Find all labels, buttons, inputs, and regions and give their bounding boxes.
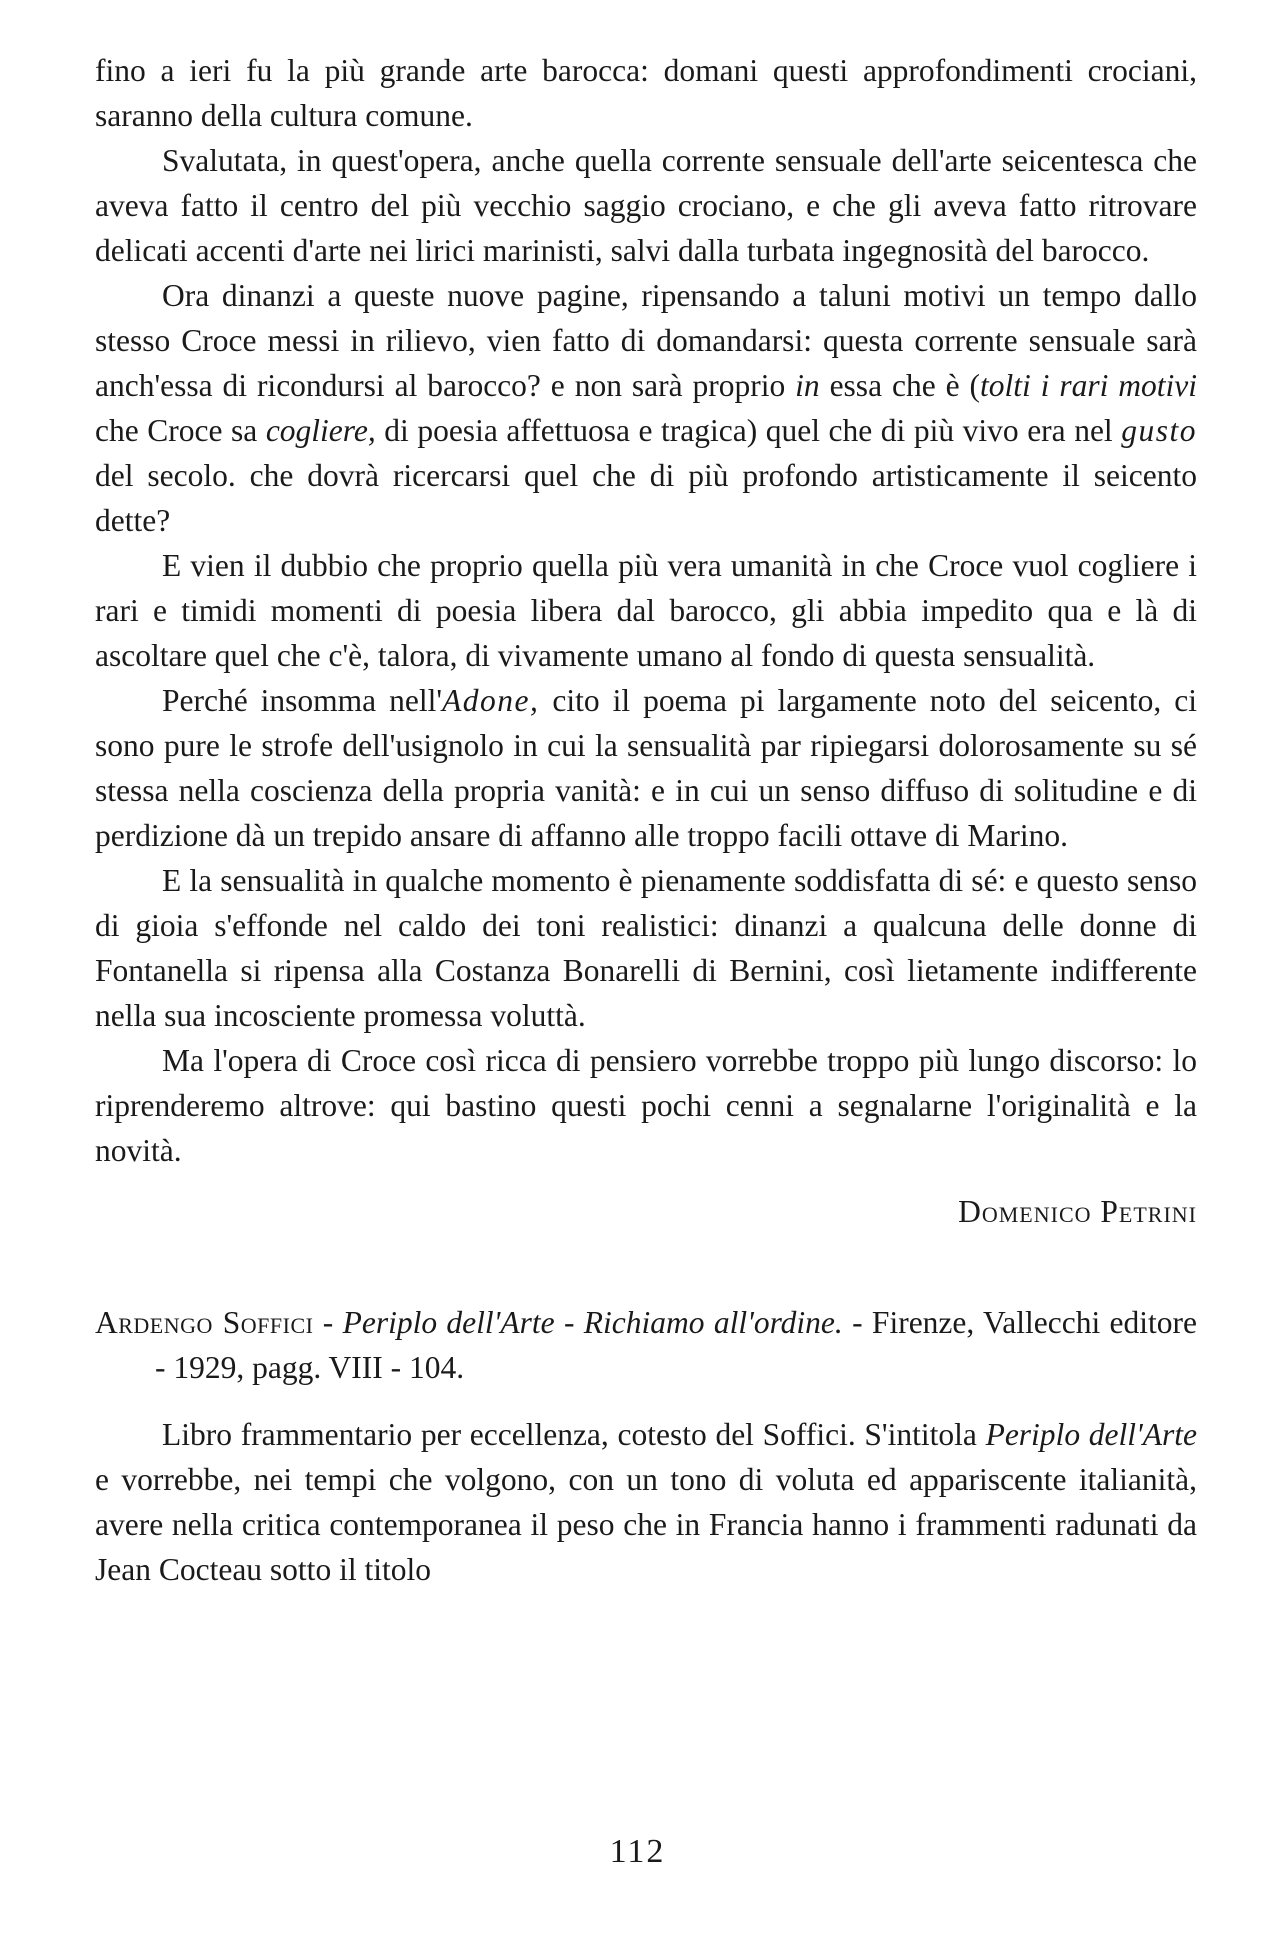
paragraph-5-nell: nell' [389,683,443,718]
paragraph-3-text-a: Ora dinanzi a queste nuove pagine, ripensando a taluni motivi un tempo dallo stesso Croce messi in rilievo, vien fatto di domandarsi: questa corrente sensuale sarà anch'essa di ricondursi al barocco? e non sarà proprio [95,278,1197,403]
review-body-text-a: Libro frammentario per eccellenza, cotesto del Soffici. S'intitola [162,1417,986,1452]
paragraph-3-italic-cogliere: cogliere, [265,413,376,448]
paragraph-5 [95,678,1197,858]
paragraph-4-text: E vien il dubbio che proprio quella più vera umanità in che Croce vuol cogliere i rari e timidi momenti di poesia libera dal barocco, gli abbia impedito qua e là di ascoltare quel che c'è, talora, di vivamente umano al fondo di questa sensualità. [95,548,1197,673]
review-paragraph [95,1412,1197,1592]
page-body [95,48,1197,1592]
paragraph-3-italic-in: in [795,368,820,403]
page-number: 112 [609,1833,666,1870]
paragraph-6-text: E la sensualità in qualche momento è pienamente soddisfatta di sé: e questo senso di gioia s'effonde nel caldo dei toni realistici: dinanzi a qualcuna delle donne di Fontanella si ripensa alla Costanza Bonarelli di Bernini, così lietamente indifferente nella sua incosciente promessa voluttà. [95,863,1197,1033]
paragraph-3 [95,273,1197,543]
paragraph-5-text-b: cito il poema pi largamente noto del seicento, ci sono pure le strofe dell'usignolo in cui la sensualità par ripiegarsi dolorosamente su sé stessa nella coscienza della propria vanità: e in cui un senso diffuso di solitudine e di perdizione dà un trepido ansare di affanno alle troppo facili ottave di Marino. [95,683,1197,853]
paragraph-5-italic-adone: Adone, [442,683,540,718]
review-heading [95,1300,1197,1390]
paragraph-3-text-b: essa che è ( [819,368,980,403]
review-publication-details: - Firenze, Vallecchi editore - 1929, pagg. VIII - 104. [155,1305,1197,1385]
paragraph-1 [95,48,1197,138]
review-body-text-b: e vorrebbe, nei tempi che volgono, con un tono di voluta ed appariscente italianità, avere nella critica contemporanea il peso che in Francia hanno i frammenti radunati da Jean Cocteau sotto il titolo [95,1462,1197,1587]
paragraph-5-text-a: Perché insomma [162,683,390,718]
review-book-title: Periplo dell'Arte - Richiamo all'ordine. [342,1305,843,1340]
paragraph-7-text: Ma l'opera di Croce così ricca di pensiero vorrebbe troppo più lungo discorso: lo riprenderemo altrove: qui bastino questi pochi cenni a segnalarne l'originalità e la novità. [95,1043,1197,1168]
author-signature: Domenico Petrini [958,1194,1197,1229]
review-body-italic-title: Periplo dell'Arte [985,1417,1197,1452]
paragraph-4 [95,543,1197,678]
paragraph-1-text: fino a ieri fu la più grande arte barocca: domani questi approfondimenti crociani, saranno della cultura comune. [95,53,1197,133]
paragraph-7 [95,1038,1197,1173]
paragraph-3-text-c: che Croce sa [95,413,266,448]
review-separator: - [313,1305,343,1340]
paragraph-3-italic-tolti: tolti i rari motivi [979,368,1197,403]
paragraph-3-text-e: del secolo. che dovrà ricercarsi quel che di più profondo artisticamente il seicento dette? [95,458,1197,538]
review-author: Ardengo Soffici [95,1305,314,1340]
paragraph-2-text: Svalutata, in quest'opera, anche quella corrente sensuale dell'arte seicentesca che aveva fatto il centro del più vecchio saggio crociano, e che gli aveva fatto ritrovare delicati accenti d'arte nei lirici marinisti, salvi dalla turbata ingegnosità del barocco. [95,143,1197,268]
paragraph-3-text-d: di poesia affettuosa e tragica) quel che di più vivo era nel [375,413,1122,448]
paragraph-2 [95,138,1197,273]
paragraph-3-italic-gusto: gusto [1121,413,1197,448]
paragraph-6 [95,858,1197,1038]
